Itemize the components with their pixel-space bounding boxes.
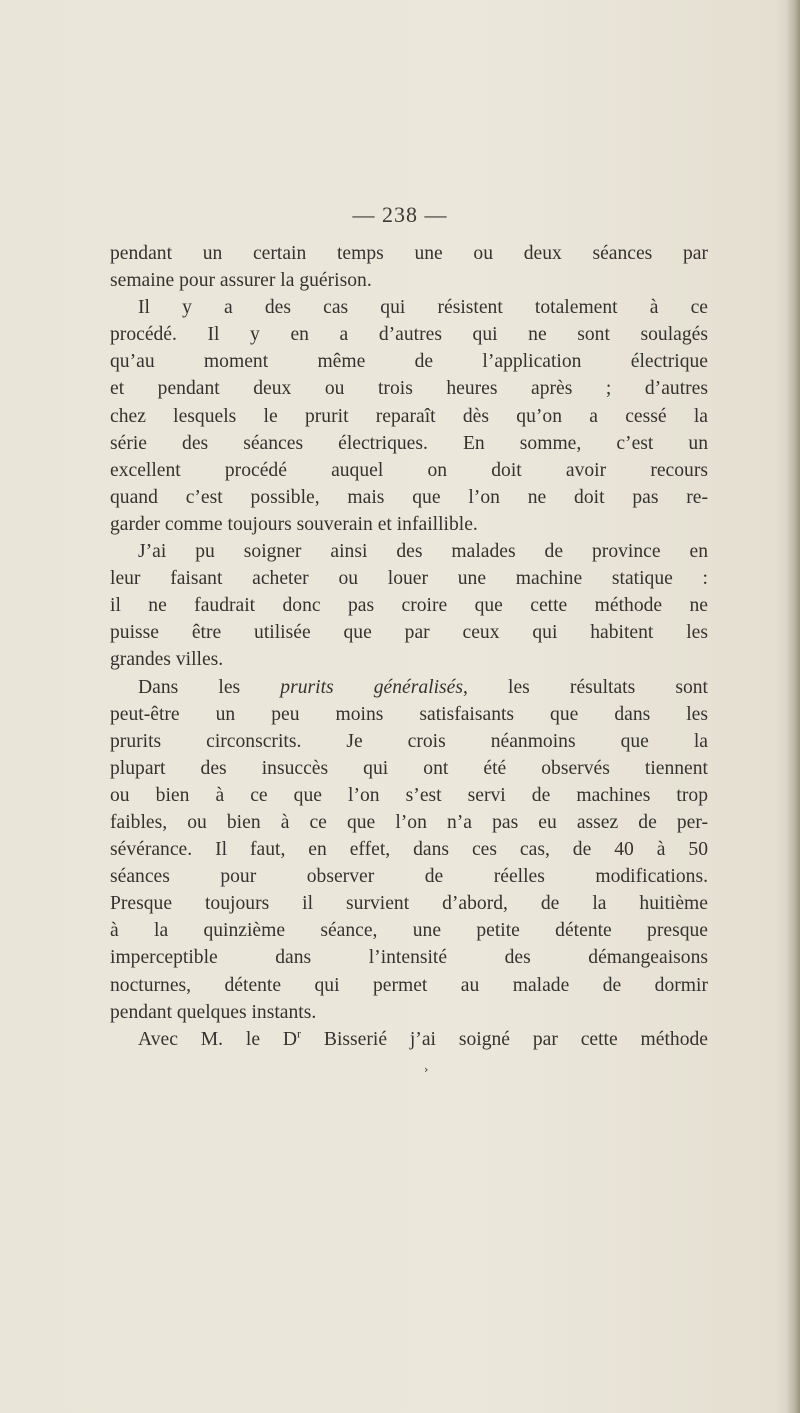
text-line: procédé. Il y en a d’autres qui ne sont soulagés (110, 324, 708, 346)
text-line: J’ai pu soigner ainsi des malades de province en (138, 541, 708, 563)
text-segment: , les résultats sont (463, 676, 708, 698)
text-line: chez lesquels le prurit reparaît dès qu’on a cessé la (110, 405, 708, 427)
text-line: excellent procédé auquel on doit avoir recours (110, 459, 708, 481)
text-line: et pendant deux ou trois heures après ; d’autres (110, 378, 708, 400)
text-line: puisse être utilisée que par ceux qui habitent les (110, 622, 708, 644)
text-line: pendant quelques instants. (110, 1001, 317, 1023)
text-line: à la quinzième séance, une petite détente presque (110, 920, 708, 942)
text-line: prurits circonscrits. Je crois néanmoins que la (110, 730, 708, 752)
text-line: nocturnes, détente qui permet au malade de dormir (110, 974, 708, 996)
text-segment: Avec M. le D (138, 1028, 298, 1050)
text-line: grandes villes. (110, 649, 224, 671)
page-number: — 238 — (352, 202, 448, 227)
text-line: série des séances électriques. En somme, c’est un (110, 432, 708, 454)
text-line: plupart des insuccès qui ont été observés tiennent (110, 757, 708, 779)
text-line: qu’au moment même de l’application électrique (110, 351, 708, 373)
text-line: peut-être un peu moins satisfaisants que dans les (110, 703, 708, 725)
text-line: Presque toujours il survient d’abord, de la huitième (110, 893, 708, 915)
superscript: r (297, 1026, 302, 1041)
text-segment: Dans les (138, 676, 281, 698)
text-line: ou bien à ce que l’on s’est servi de machines trop (110, 784, 708, 806)
text-line (110, 674, 708, 701)
text-line: garder comme toujours souverain et infaillible. (110, 513, 478, 535)
text-line: sévérance. Il faut, en effet, dans ces cas, de 40 à 50 (110, 839, 708, 861)
italic-term: prurits généralisés (280, 676, 464, 698)
text-line: quand c’est possible, mais que l’on ne doit pas re- (110, 486, 708, 508)
text-segment: Bisserié j’ai soigné par cette méthode (301, 1028, 708, 1050)
text-line: séances pour observer de réelles modifications. (110, 866, 708, 888)
text-line: il ne faudrait donc pas croire que cette méthode ne (110, 595, 708, 617)
text-line: imperceptible dans l’intensité des démangeaisons (110, 947, 708, 969)
text-line (110, 1026, 708, 1053)
text-line: Il y a des cas qui résistent totalement à ce (138, 297, 708, 319)
text-line: faibles, ou bien à ce que l’on n’a pas eu assez de per- (110, 811, 708, 833)
text-line: pendant un certain temps une ou deux séances par (110, 243, 708, 264)
text-line: semaine pour assurer la guérison. (110, 270, 372, 292)
stray-mark: › (424, 1063, 429, 1076)
body-text (110, 240, 708, 1053)
text-line: leur faisant acheter ou louer une machine statique : (110, 568, 708, 590)
